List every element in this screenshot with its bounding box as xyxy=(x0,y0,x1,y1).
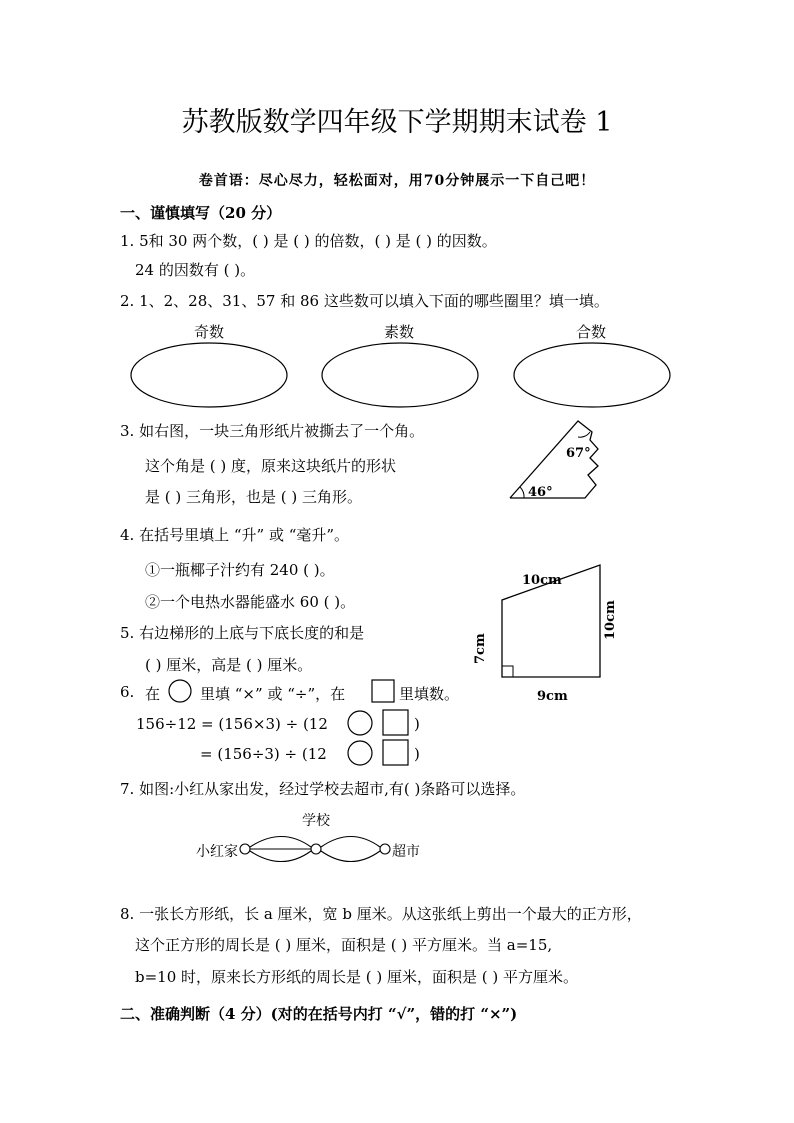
angle-arc-top xyxy=(578,432,590,437)
q6-text-part1: 在 xyxy=(145,685,161,703)
angle-label-46: 46° xyxy=(528,485,553,500)
right-angle-mark xyxy=(502,666,513,677)
q4-line3: ②一个电热水器能盛水 60 ( )。 xyxy=(145,593,356,611)
route-home-school-upper xyxy=(250,837,311,848)
q5-line1: 5. 右边梯形的上底与下底长度的和是 xyxy=(120,624,365,642)
trap-top-label: 10cm xyxy=(522,573,562,588)
label-market: 超市 xyxy=(392,844,420,860)
q6-eq2: = (156÷3) ÷ (12 xyxy=(200,745,327,763)
section-2-heading: 二、准确判断（4 分）(对的在括号内打 “√”，错的打 “×”) xyxy=(120,1005,518,1023)
route-school-market-upper xyxy=(321,837,380,848)
circle-label-prime: 素数 xyxy=(383,323,414,341)
q6-eq2-circle[interactable] xyxy=(348,741,372,765)
ellipse-composite[interactable] xyxy=(514,343,670,407)
q6-eq1: 156÷12 = (156×3) ÷ (12 xyxy=(136,715,328,733)
q1-line1: 1. 5和 30 两个数，( ) 是 ( ) 的倍数，( ) 是 ( ) 的因数。 xyxy=(120,232,497,250)
q6-eq1-square[interactable] xyxy=(383,710,408,735)
q2-text: 2. 1、2、28、31、57 和 86 这些数可以填入下面的哪些圈里？填一填。 xyxy=(120,292,609,310)
trap-right-label: 10cm xyxy=(603,600,618,640)
q4-line2: ①一瓶椰子汁约有 240 ( )。 xyxy=(145,561,335,579)
q3-line1: 3. 如右图，一块三角形纸片被撕去了一个角。 xyxy=(120,422,425,440)
q3-line2: 这个角是 ( ) 度，原来这块纸片的形状 xyxy=(145,457,397,475)
q6-circle-symbol xyxy=(169,680,191,702)
ellipse-prime[interactable] xyxy=(322,343,478,407)
q6-num: 6. xyxy=(120,683,135,701)
trap-left-label: 7cm xyxy=(473,633,488,664)
q4-line1: 4. 在括号里填上 “升” 或 “毫升”。 xyxy=(120,526,350,544)
q6-square-symbol xyxy=(372,680,394,702)
q6-text-part3: 里填数。 xyxy=(399,685,460,703)
q6-eq2-close: ) xyxy=(414,745,420,763)
home-node xyxy=(240,844,250,854)
angle-arc-bottom xyxy=(520,487,524,498)
route-home-school-lower xyxy=(250,851,311,862)
q5-line2: ( ) 厘米，高是 ( ) 厘米。 xyxy=(145,656,313,674)
page-title: 苏教版数学四年级下学期期末试卷 1 xyxy=(181,107,613,138)
school-node xyxy=(311,844,321,854)
q8-line1: 8. 一张长方形纸，长 a 厘米，宽 b 厘米。从这张纸上剪出一个最大的正方形， xyxy=(120,905,642,923)
q1-line2: 24 的因数有 ( )。 xyxy=(135,261,256,279)
q8-line3: b=10 时，原来长方形纸的周长是 ( ) 厘米，面积是 ( ) 平方厘米。 xyxy=(135,968,579,986)
circle-label-odd: 奇数 xyxy=(193,323,224,341)
label-school: 学校 xyxy=(302,813,330,829)
route-school-market-lower xyxy=(321,851,380,862)
q6-eq2-square[interactable] xyxy=(383,740,408,765)
ellipse-odd[interactable] xyxy=(131,343,287,407)
q6-eq1-circle[interactable] xyxy=(348,711,372,735)
section-1-heading: 一、谨慎填写（20 分） xyxy=(120,204,282,222)
q3-line3: 是 ( ) 三角形，也是 ( ) 三角形。 xyxy=(145,488,363,506)
market-node xyxy=(380,844,390,854)
trap-bottom-label: 9cm xyxy=(537,689,568,704)
q6-eq1-close: ) xyxy=(414,715,420,733)
q6-text-part2: 里填 “×” 或 “÷”，在 xyxy=(200,685,346,703)
q7-line1: 7. 如图:小红从家出发，经过学校去超市,有( )条路可以选择。 xyxy=(120,780,526,798)
circle-label-composite: 合数 xyxy=(575,323,606,341)
angle-label-67: 67° xyxy=(566,446,591,461)
q8-line2: 这个正方形的周长是 ( ) 厘米，面积是 ( ) 平方厘米。当 a=15, xyxy=(135,936,553,954)
motto: 卷首语：尽心尽力，轻松面对，用70分钟展示一下自己吧！ xyxy=(198,173,596,189)
label-home: 小红家 xyxy=(196,844,238,860)
